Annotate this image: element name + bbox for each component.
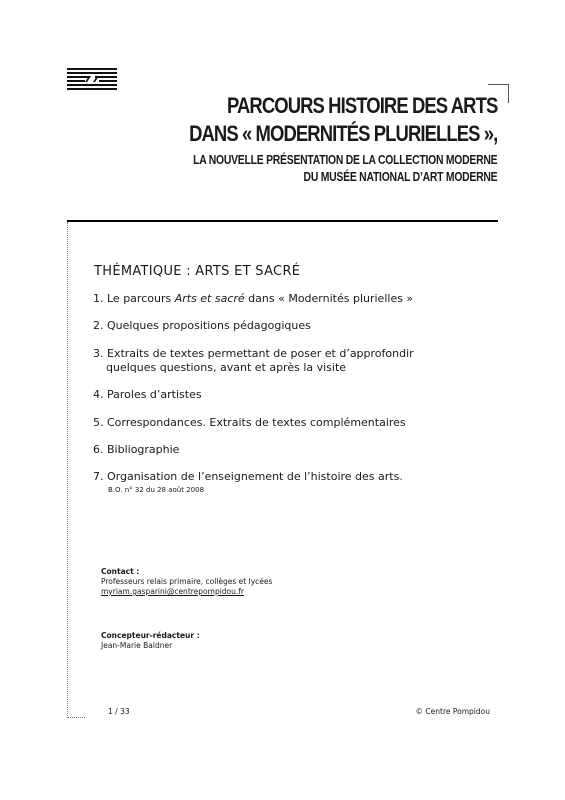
toc-item-5: 5. Correspondances. Extraits de textes complémentaires <box>93 415 406 429</box>
toc-item-7 <box>93 470 513 495</box>
toc-item-2: 2. Quelques propositions pédagogiques <box>93 319 311 333</box>
toc-item-1-text-end: dans « Modernités plurielles » <box>244 292 414 305</box>
contact-email-link[interactable]: myriam.gasparini@centrepompidou.fr <box>101 587 244 596</box>
contact-label: Contact : <box>101 567 140 576</box>
designer-label: Concepteur-rédacteur : <box>101 631 200 640</box>
title-line-2: DANS « MODERNITÉS PLURIELLES », <box>188 121 497 146</box>
subtitle-line-1: LA NOUVELLE PRÉSENTATION DE LA COLLECTION MODERNE <box>192 152 497 167</box>
toc-item-1-text: Le parcours <box>107 292 175 305</box>
document-title <box>117 92 497 185</box>
toc-item-6: 6. Bibliographie <box>93 442 180 456</box>
subtitle-line-2: DU MUSÉE NATIONAL D’ART MODERNE <box>303 169 497 184</box>
toc-item-7-text: 7. Organisation de l’enseignement de l’histoire des arts. <box>93 470 403 484</box>
copyright: © Centre Pompidou <box>415 707 490 716</box>
margin-dotted-line <box>67 222 68 718</box>
toc-item-4: 4. Paroles d’artistes <box>93 388 202 402</box>
toc-item-1-number: 1. <box>93 292 104 305</box>
table-of-contents <box>93 292 513 509</box>
section-heading: THÉMATIQUE : ARTS ET SACRÉ <box>94 264 301 279</box>
margin-dotted-corner <box>67 717 85 718</box>
header-rule <box>67 220 498 222</box>
centre-pompidou-logo <box>67 68 117 90</box>
toc-item-3 <box>93 347 513 375</box>
contact-line: Professeurs relais primaire, collèges et lycées <box>101 577 273 586</box>
contact-block <box>101 567 272 597</box>
toc-item-3-line-1: 3. Extraits de textes permettant de poser et d’approfondir <box>93 346 414 360</box>
designer-block <box>101 631 200 651</box>
toc-item-7-note: B.O. n° 32 du 28 août 2008 <box>108 486 205 495</box>
toc-item-1 <box>93 292 513 306</box>
title-line-1: PARCOURS HISTOIRE DES ARTS <box>226 93 497 118</box>
toc-item-3-line-2: quelques questions, avant et après la visite <box>106 360 347 374</box>
toc-item-1-italic: Arts et sacré <box>174 292 245 305</box>
designer-name: Jean-Marie Baldner <box>101 641 173 650</box>
page-number: 1 / 33 <box>108 707 130 716</box>
